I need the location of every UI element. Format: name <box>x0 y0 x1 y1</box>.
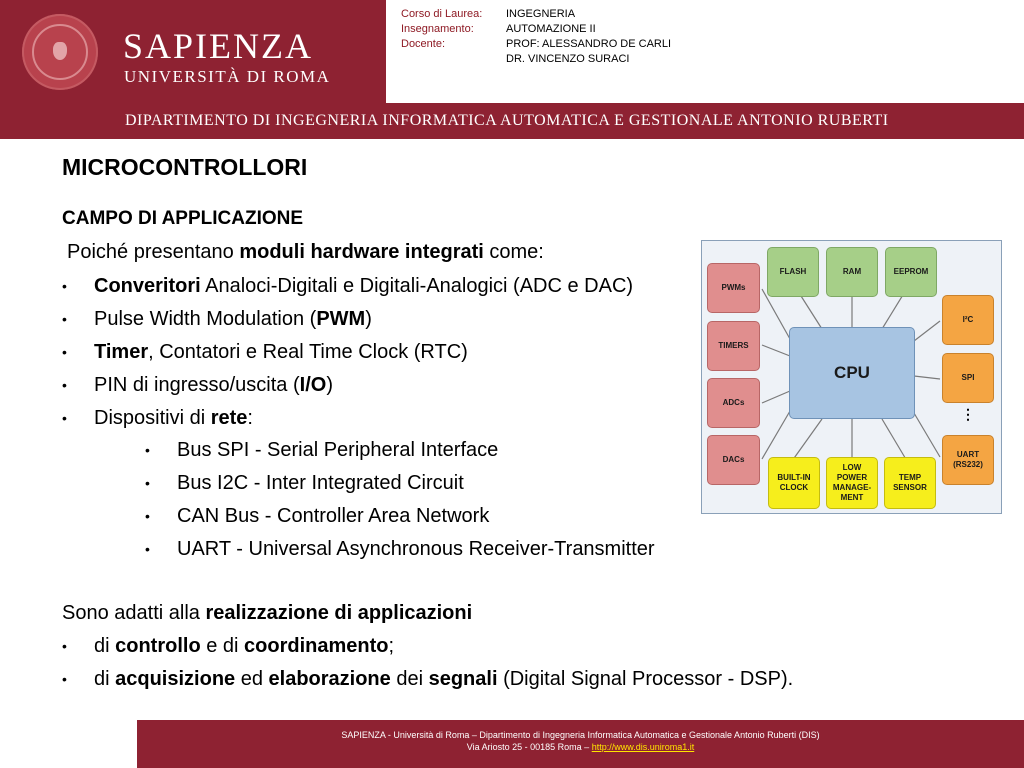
footer-website-link[interactable]: http://www.dis.uniroma1.it <box>591 742 695 752</box>
temp-sensor-block: TEMP SENSOR <box>884 457 936 509</box>
list-item-pin: PIN di ingresso/uscita (I/O) <box>94 374 333 396</box>
university-logo-subtitle: UNIVERSITÀ DI ROMA <box>124 67 331 86</box>
footer-address: SAPIENZA - Università di Roma – Dipartimento di Ingegneria Informatica Automatica e Gestionale Antonio Ruberti (DIS) <box>341 730 820 740</box>
list-item-timer: Timer, Contatori e Real Time Clock (RTC) <box>94 341 468 363</box>
sub-bullet-dot: • <box>145 475 150 491</box>
intro-line: Poiché presentano moduli hardware integrati come: <box>67 241 544 263</box>
list-item-control: di controllo e di coordinamento; <box>94 635 395 657</box>
list-item-converters: Converitori Analoci-Digitali e Digitali-Analogici (ADC e DAC) <box>94 275 634 297</box>
teacher-value-2: DR. VINCENZO SURACI <box>506 53 630 65</box>
spi-block: SPI <box>942 353 994 403</box>
footer-bar <box>137 720 1024 768</box>
flash-block: FLASH <box>767 247 819 297</box>
timers-block: TIMERS <box>707 321 760 371</box>
course-value: INGEGNERIA <box>506 8 576 20</box>
course-info <box>401 7 671 67</box>
list-item-acquisition: di acquisizione ed elaborazione dei segnali (Digital Signal Processor - DSP). <box>94 668 794 690</box>
microcontroller-diagram <box>701 240 1002 514</box>
list-item-pwm: Pulse Width Modulation (PWM) <box>94 308 372 330</box>
sub-list-item-i2c: Bus I2C - Inter Integrated Circuit <box>177 472 464 494</box>
bullet-dot: • <box>62 671 67 687</box>
slide-title: MICROCONTROLLORI <box>62 154 308 180</box>
adc-block: ADCs <box>707 378 760 428</box>
university-logo-name: SAPIENZA <box>123 26 314 66</box>
subject-value: AUTOMAZIONE II <box>506 23 596 35</box>
teacher-value-1: PROF: ALESSANDRO DE CARLI <box>506 38 672 50</box>
department-name: DIPARTIMENTO DI INGEGNERIA INFORMATICA AUTOMATICA E GESTIONALE ANTONIO RUBERTI <box>125 112 889 129</box>
bullet-dot: • <box>62 311 67 327</box>
sub-list-item-spi: Bus SPI - Serial Peripheral Interface <box>177 439 499 461</box>
ram-block: RAM <box>826 247 878 297</box>
dac-block: DACs <box>707 435 760 485</box>
course-label: Corso di Laurea: <box>401 8 483 20</box>
department-bar <box>0 103 1024 139</box>
footer-contact: Via Ariosto 25 - 00185 Roma – http://www.dis.uniroma1.it <box>466 742 695 752</box>
sub-list-item-uart: UART - Universal Asynchronous Receiver-Transmitter <box>177 538 655 560</box>
sub-list-item-can: CAN Bus - Controller Area Network <box>177 505 490 527</box>
bullet-dot: • <box>62 410 67 426</box>
low-power-block: LOW POWER MANAGE-MENT <box>826 457 878 509</box>
i2c-block: I²C <box>942 295 994 345</box>
sub-bullet-dot: • <box>145 541 150 557</box>
sub-bullet-dot: • <box>145 442 150 458</box>
cpu-block: CPU <box>789 327 915 419</box>
list-item-network: Dispositivi di rete: <box>94 407 253 429</box>
slide-subtitle: CAMPO DI APPLICAZIONE <box>62 208 304 229</box>
university-header <box>0 0 386 103</box>
bullet-dot: • <box>62 344 67 360</box>
bullet-dot: • <box>62 638 67 654</box>
builtin-clock-block: BUILT-IN CLOCK <box>768 457 820 509</box>
eeprom-block: EEPROM <box>885 247 937 297</box>
adapt-line: Sono adatti alla realizzazione di applicazioni <box>62 602 473 624</box>
bullet-dot: • <box>62 377 67 393</box>
bullet-dot: • <box>62 278 67 294</box>
subject-label: Insegnamento: <box>401 23 474 35</box>
university-seal-icon <box>22 14 98 90</box>
teacher-label: Docente: <box>401 38 446 50</box>
uart-block: UART (RS232) <box>942 435 994 485</box>
pwm-block: PWMs <box>707 263 760 313</box>
sub-bullet-dot: • <box>145 508 150 524</box>
more-peripherals-ellipsis: ⋮ <box>961 406 975 422</box>
